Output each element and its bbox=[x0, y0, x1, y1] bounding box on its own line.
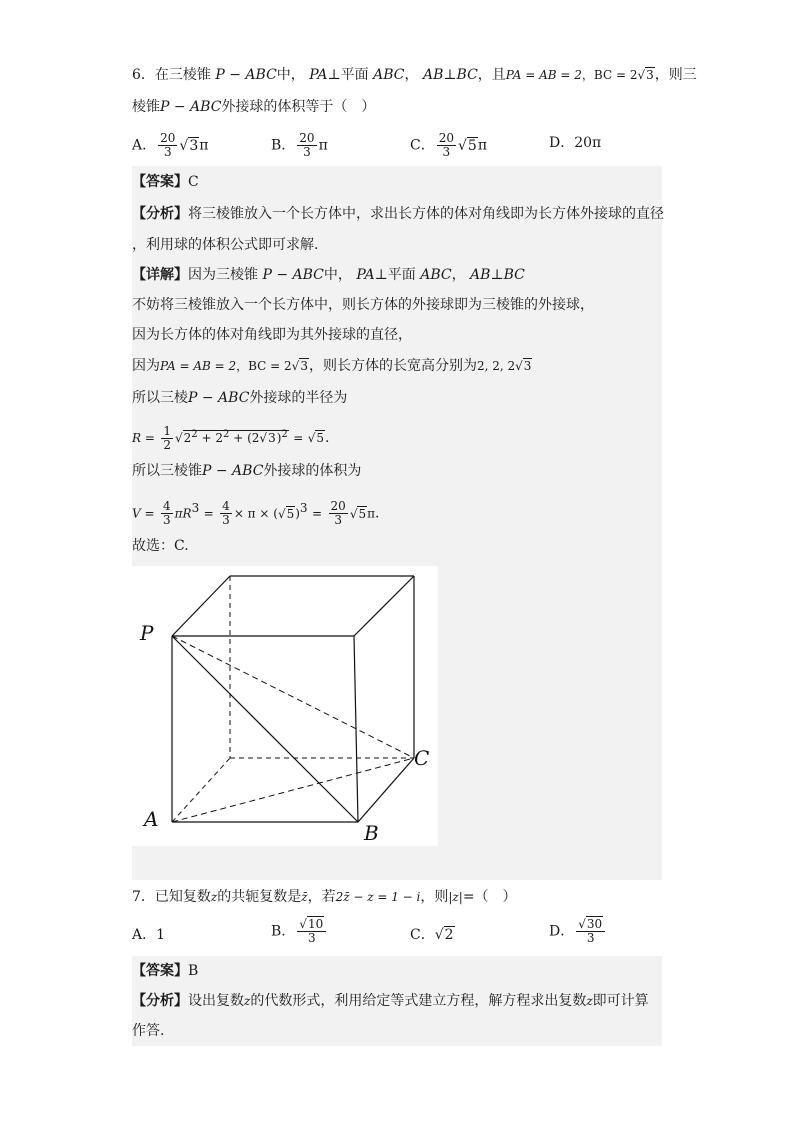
pi-symbol: π bbox=[318, 137, 328, 154]
edge-conn-tl bbox=[172, 576, 230, 636]
q6-option-b[interactable] bbox=[271, 132, 328, 159]
q6-detail-2 bbox=[132, 290, 662, 320]
q6-detail-4 bbox=[132, 350, 662, 382]
exponent: 2 bbox=[223, 429, 230, 440]
q7-text: 已知复数 bbox=[154, 889, 211, 905]
q6-math: P − ABC bbox=[202, 463, 264, 479]
q6-math: ⊥ bbox=[443, 67, 457, 83]
q6-text: 中， bbox=[276, 67, 305, 83]
edge-pb bbox=[172, 636, 358, 822]
sqrt-symbol: √5 bbox=[307, 431, 325, 445]
option-label: A． bbox=[132, 927, 157, 943]
numerator: 4 bbox=[163, 499, 171, 514]
q6-stem-line1 bbox=[132, 64, 697, 86]
q7-math: z̄ bbox=[301, 890, 308, 904]
fraction bbox=[437, 132, 456, 159]
sqrt-radicand: 5 bbox=[286, 506, 295, 521]
option-label: D． bbox=[549, 135, 575, 151]
analysis-text: 作答. bbox=[132, 1023, 165, 1039]
answer-value: C bbox=[188, 174, 199, 190]
edge-right-front bbox=[354, 636, 358, 822]
denominator: 3 bbox=[307, 931, 316, 945]
term: ) bbox=[295, 506, 300, 521]
sqrt-symbol: √3 bbox=[179, 137, 199, 154]
numerator: 20 bbox=[299, 131, 315, 145]
q7-text: ，则 bbox=[420, 889, 449, 905]
sqrt-symbol: √5 bbox=[458, 137, 477, 154]
sqrt-symbol: √10 bbox=[299, 917, 324, 931]
detail-text: ，则长方体的长宽高分别为 bbox=[308, 358, 477, 374]
exponent: 2 bbox=[191, 429, 198, 440]
formula-lhs: V = bbox=[132, 506, 155, 521]
q6-radius-formula bbox=[132, 414, 662, 456]
q7-math: |z| bbox=[448, 890, 463, 904]
q6-condition: ，BC = 2 bbox=[236, 359, 292, 373]
analysis-label: 【分析】 bbox=[132, 993, 188, 1009]
sqrt-radicand: 3 bbox=[523, 359, 532, 373]
sqrt-symbol: √3 bbox=[637, 68, 654, 82]
q6-detail-1 bbox=[132, 260, 662, 290]
denominator: 3 bbox=[586, 931, 595, 945]
analysis-text: 的代数形式，利用给定等式建立方程，解方程求出复数 bbox=[250, 993, 587, 1009]
denominator: 3 bbox=[303, 145, 311, 159]
q6-analysis-1 bbox=[132, 198, 662, 230]
sqrt-symbol: √3 bbox=[291, 359, 308, 373]
q7-option-c[interactable] bbox=[410, 924, 455, 946]
q7-option-d[interactable] bbox=[549, 918, 607, 945]
q6-detail-6 bbox=[132, 456, 662, 486]
pi-symbol: π bbox=[477, 137, 488, 154]
sqrt-symbol: √5 bbox=[277, 506, 295, 521]
fraction bbox=[576, 918, 605, 945]
detail-text: 因为三棱锥 bbox=[188, 267, 258, 283]
label-p: P bbox=[140, 621, 154, 645]
q7-analysis-2 bbox=[132, 1016, 662, 1046]
q6-math: PA bbox=[356, 267, 375, 283]
formula-lhs: R = bbox=[132, 431, 155, 445]
option-label: B． bbox=[271, 137, 296, 154]
answer-label: 【答案】 bbox=[132, 174, 188, 190]
numerator: 4 bbox=[222, 499, 230, 514]
sqrt-radicand: 3 bbox=[646, 68, 654, 82]
q6-math: P − ABC bbox=[215, 67, 277, 83]
denominator: 3 bbox=[222, 513, 230, 528]
option-label: A． bbox=[132, 137, 157, 154]
equals: = bbox=[203, 506, 214, 521]
q6-detail-5 bbox=[132, 382, 662, 414]
analysis-text: ，利用球的体积公式即可求解. bbox=[132, 237, 319, 253]
q6-options bbox=[132, 126, 662, 160]
sqrt-symbol: √3 bbox=[515, 359, 532, 373]
option-value: 20π bbox=[574, 135, 602, 151]
q7-answer bbox=[132, 956, 662, 986]
term: + (2 bbox=[233, 431, 260, 445]
q6-math: BC bbox=[456, 67, 478, 83]
label-b: B bbox=[364, 821, 379, 845]
q6-option-d[interactable] bbox=[549, 132, 601, 154]
q6-condition: PA = AB = 2 bbox=[160, 359, 237, 373]
q6-math: BC bbox=[503, 267, 525, 283]
q6-number: 6． bbox=[132, 67, 155, 83]
fraction bbox=[297, 132, 316, 159]
q7-math: z bbox=[586, 994, 593, 1008]
q6-math: PA bbox=[309, 67, 328, 83]
term: + 2 bbox=[201, 431, 224, 445]
edge-ac-hidden bbox=[172, 758, 414, 822]
analysis-text: 设出复数 bbox=[188, 993, 244, 1009]
q6-math: P − ABC bbox=[160, 99, 222, 115]
q6-choose bbox=[132, 530, 662, 564]
detail-text: ⊥平面 bbox=[374, 267, 416, 283]
sqrt-radicand: 3 bbox=[189, 137, 199, 154]
detail-text: 所以三棱 bbox=[132, 390, 188, 406]
option-label: C． bbox=[410, 927, 435, 943]
figure-block bbox=[132, 564, 662, 880]
sqrt-radicand: 10 bbox=[307, 917, 324, 931]
fraction bbox=[161, 425, 173, 452]
sqrt-radicand: 3 bbox=[268, 431, 276, 445]
q7-math: z bbox=[244, 994, 251, 1008]
option-label: D． bbox=[549, 923, 575, 940]
sqrt-radicand: 30 bbox=[586, 917, 603, 931]
q7-text: =（ ） bbox=[462, 889, 517, 905]
numerator bbox=[297, 918, 326, 932]
denominator: 3 bbox=[334, 513, 342, 528]
edge-conn-br bbox=[358, 758, 414, 822]
denominator: 3 bbox=[163, 513, 171, 528]
edge-conn-tr bbox=[354, 576, 414, 636]
detail-text: 因为 bbox=[132, 358, 160, 374]
period: . bbox=[325, 430, 330, 446]
sqrt-radicand: 5 bbox=[358, 506, 367, 521]
sqrt-radicand: 5 bbox=[467, 137, 477, 154]
answer-label: 【答案】 bbox=[132, 963, 188, 979]
q6-text: ，则三 bbox=[654, 67, 697, 83]
period: . bbox=[375, 505, 380, 522]
q7-text: ，若 bbox=[307, 889, 336, 905]
detail-text: 不妨将三棱锥放入一个长方体中，则长方体的外接球即为三棱锥的外接球， bbox=[132, 297, 594, 313]
term: × π × ( bbox=[233, 506, 278, 521]
term: ) bbox=[276, 431, 282, 445]
sqrt-radicand: 3 bbox=[300, 359, 308, 373]
q6-text: ，且 bbox=[477, 67, 506, 83]
sqrt-radicand: 5 bbox=[316, 431, 325, 445]
cuboid-diagram bbox=[132, 566, 438, 846]
q6-option-c[interactable] bbox=[410, 132, 487, 159]
sqrt-radicand: 2 bbox=[444, 927, 454, 943]
term: πR bbox=[174, 506, 192, 521]
detail-text: 因为长方体的体对角线即为其外接球的直径， bbox=[132, 327, 412, 343]
q6-math: ⊥ bbox=[490, 267, 504, 283]
q7-math: z bbox=[210, 890, 218, 904]
option-label: B． bbox=[271, 923, 296, 940]
q7-options bbox=[132, 914, 662, 952]
q6-condition: PA = AB = 2 bbox=[505, 68, 582, 82]
fraction bbox=[329, 500, 348, 527]
analysis-text: 即可计算 bbox=[592, 993, 649, 1009]
cuboid-figure bbox=[132, 566, 438, 846]
detail-text: 外接球的体积为 bbox=[263, 463, 362, 479]
q6-condition: ，BC = 2 bbox=[581, 68, 638, 82]
fraction bbox=[161, 500, 173, 527]
q6-text: 在三棱锥 bbox=[154, 67, 211, 83]
q6-text: 外接球的体积等于（ ） bbox=[221, 99, 376, 115]
q6-option-a[interactable] bbox=[132, 132, 208, 159]
exponent: 2 bbox=[281, 429, 288, 440]
denominator: 3 bbox=[442, 145, 451, 159]
label-c: C bbox=[414, 746, 430, 770]
exponent: 3 bbox=[191, 501, 200, 515]
q7-number: 7． bbox=[132, 889, 155, 905]
q6-math: ABC bbox=[373, 67, 405, 83]
dimensions: 2, 2, 2 bbox=[476, 359, 516, 373]
sqrt-radicand bbox=[183, 430, 289, 445]
pi-symbol: π bbox=[367, 506, 375, 521]
detail-label: 【详解】 bbox=[132, 267, 188, 283]
choose-text: 故选：C. bbox=[132, 538, 189, 554]
q6-text: ⊥平面 bbox=[327, 67, 369, 83]
q6-math: AB bbox=[470, 267, 491, 283]
label-a: A bbox=[144, 807, 159, 831]
q6-analysis-2 bbox=[132, 230, 662, 260]
fraction bbox=[158, 132, 177, 159]
sqrt-symbol: √3 bbox=[259, 431, 276, 445]
sqrt-symbol: √5 bbox=[349, 506, 367, 521]
q6-math: AB bbox=[422, 67, 444, 83]
answer-value: B bbox=[188, 963, 199, 979]
exponent: 3 bbox=[299, 501, 308, 515]
detail-text: 外接球的半径为 bbox=[249, 390, 348, 406]
detail-text: 中， bbox=[323, 267, 352, 283]
pi-symbol: π bbox=[199, 137, 209, 154]
analysis-text: 将三棱锥放入一个长方体中，求出长方体的体对角线即为长方体外接球的直径 bbox=[188, 206, 664, 222]
numerator: 1 bbox=[163, 423, 171, 438]
option-value: 1 bbox=[156, 927, 166, 943]
q7-math: 2z̄ − z = 1 − i bbox=[335, 890, 421, 904]
equals: = bbox=[312, 506, 323, 521]
q6-text: ， bbox=[404, 67, 419, 83]
q6-math: P − ABC bbox=[188, 390, 250, 406]
edge-conn-bl-hidden bbox=[172, 758, 230, 822]
numerator: 20 bbox=[330, 499, 346, 514]
q7-analysis-1 bbox=[132, 986, 662, 1016]
numerator bbox=[576, 918, 605, 932]
option-label: C． bbox=[410, 137, 435, 154]
fraction bbox=[297, 918, 326, 945]
term: 2 bbox=[183, 431, 192, 445]
q7-text: 的共轭复数是 bbox=[217, 889, 302, 905]
q6-math: ABC bbox=[420, 267, 452, 283]
q7-option-b[interactable] bbox=[271, 918, 328, 945]
fraction bbox=[220, 500, 232, 527]
sqrt-symbol: $√2^2 + 2^2 + (2√3)^2$ bbox=[175, 414, 289, 459]
detail-text: 所以三棱锥 bbox=[132, 463, 202, 479]
q6-text: 棱锥 bbox=[132, 99, 160, 115]
detail-text: ， bbox=[451, 267, 466, 283]
q6-answer bbox=[132, 166, 662, 198]
q7-option-a[interactable] bbox=[132, 924, 165, 946]
q6-detail-3 bbox=[132, 320, 662, 350]
sqrt-symbol: √30 bbox=[578, 917, 603, 931]
equals: = bbox=[293, 431, 304, 445]
numerator: 20 bbox=[438, 131, 454, 145]
q6-math: P − ABC bbox=[262, 267, 324, 283]
numerator: 20 bbox=[160, 131, 176, 145]
edge-pc-hidden bbox=[172, 636, 414, 758]
q6-stem-line2 bbox=[132, 96, 662, 118]
q6-volume-formula bbox=[132, 486, 662, 530]
q7-stem bbox=[132, 886, 662, 908]
sqrt-symbol: √2 bbox=[434, 927, 454, 943]
analysis-label: 【分析】 bbox=[132, 206, 188, 222]
denominator: 2 bbox=[163, 437, 171, 452]
denominator: 3 bbox=[163, 145, 172, 159]
